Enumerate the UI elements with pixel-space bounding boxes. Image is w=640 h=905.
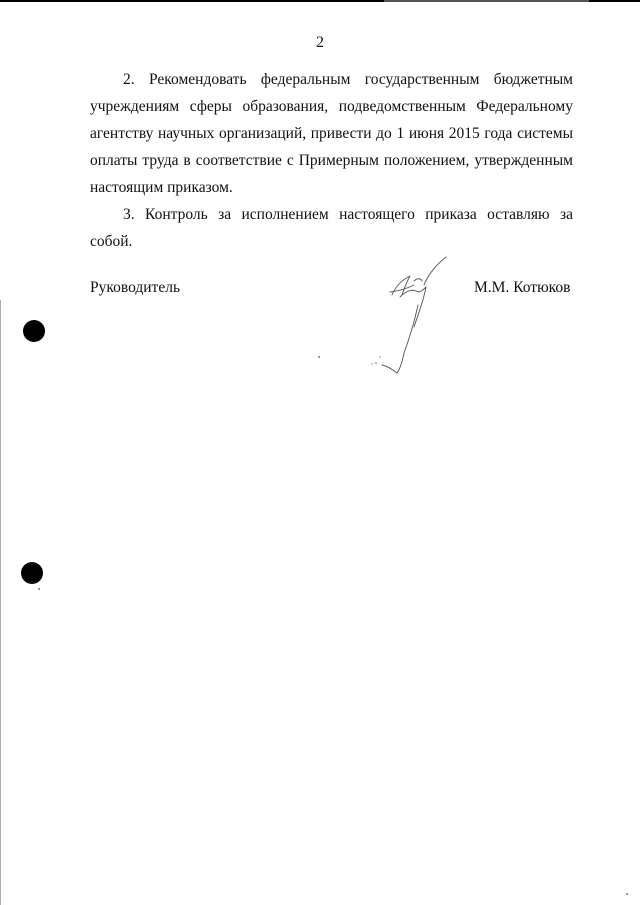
paragraph-3: 3. Контроль за исполнением настоящего приказа оставляю за собой. xyxy=(90,206,573,250)
handwritten-signature xyxy=(360,245,470,380)
signatory-role: Руководитель xyxy=(90,279,181,296)
page-number: 2 xyxy=(316,34,324,51)
scan-edge-top xyxy=(0,0,640,2)
paragraph-2: 2. Рекомендовать федеральным государственным бюджетным учреждениям сферы образования, подведомственным Федеральному агентству научных организаций, привести до 1 июня 2015 года системы оплаты труда в соответствие с Примерным положением, утвержденным настоящим приказом. xyxy=(90,71,573,196)
punch-hole-bottom xyxy=(21,562,43,584)
scan-speck xyxy=(38,588,40,590)
scan-speck xyxy=(318,356,320,358)
scan-speck xyxy=(626,893,628,895)
scan-edge-left xyxy=(0,300,1,905)
punch-hole-top xyxy=(23,320,45,342)
signatory-name: М.М. Котюков xyxy=(474,279,571,296)
